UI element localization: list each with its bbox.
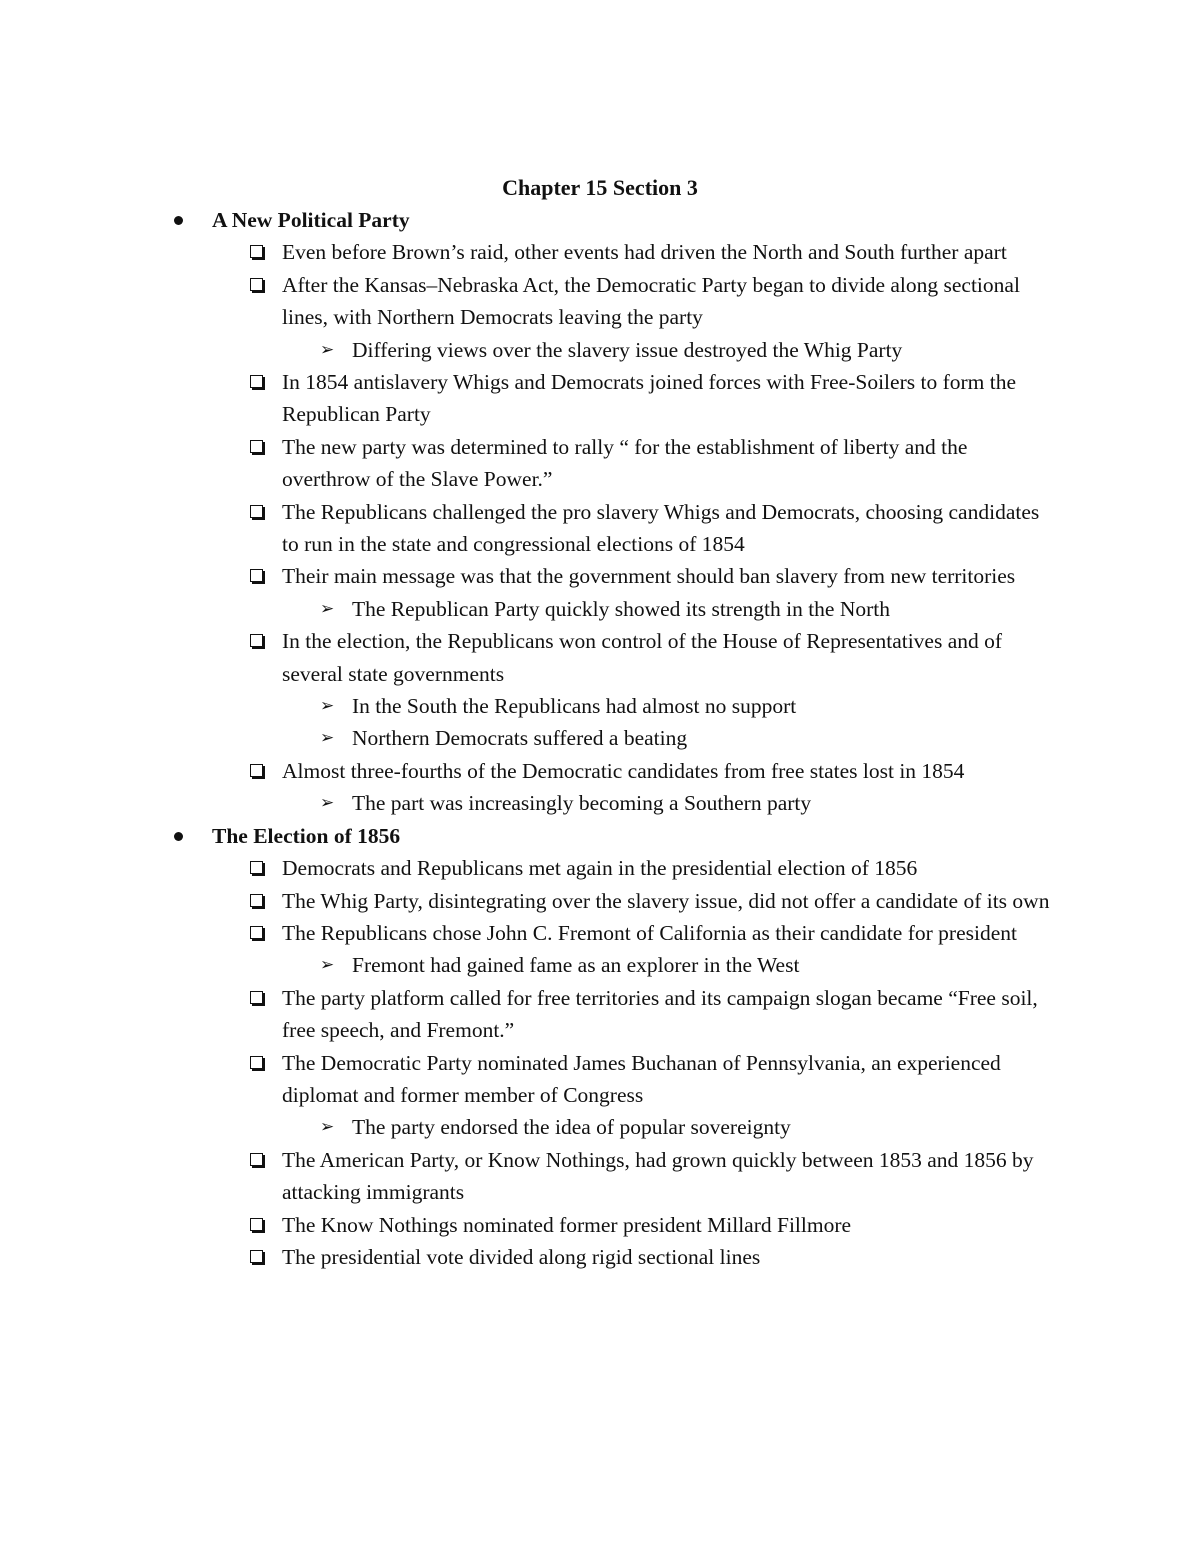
sub-item-text: Differing views over the slavery issue destroyed the Whig Party <box>352 337 903 362</box>
sub-item <box>0 787 1200 819</box>
checkbox-bullet-icon <box>250 375 263 388</box>
arrowhead-bullet-icon: ➢ <box>320 696 335 717</box>
checkbox-bullet-icon <box>250 1250 263 1263</box>
checkbox-bullet-icon <box>250 245 263 258</box>
list-item <box>0 625 1052 690</box>
section-heading-text: The Election of 1856 <box>212 823 401 848</box>
checkbox-bullet-icon <box>250 1153 263 1166</box>
list-item <box>0 496 1052 561</box>
list-item-text: Their main message was that the government should ban slavery from new territories <box>282 564 1016 589</box>
checkbox-bullet-icon <box>250 440 263 453</box>
arrowhead-bullet-icon: ➢ <box>320 955 335 976</box>
sub-item <box>0 690 1200 722</box>
sub-item-text: Fremont had gained fame as an explorer in the West <box>352 953 800 978</box>
checkbox-bullet-icon <box>250 569 263 582</box>
section-heading <box>0 820 1200 852</box>
checkbox-bullet-icon <box>250 861 263 874</box>
page-title: Chapter 15 Section 3 <box>502 175 698 200</box>
checkbox-bullet-icon <box>250 505 263 518</box>
checkbox-bullet-icon <box>250 634 263 647</box>
list-item <box>0 431 1052 496</box>
list-item <box>0 917 1052 949</box>
list-item <box>0 982 1052 1047</box>
arrowhead-bullet-icon: ➢ <box>320 598 335 619</box>
outline-section <box>0 204 1200 820</box>
section-heading-text: A New Political Party <box>212 208 410 232</box>
arrowhead-bullet-icon: ➢ <box>320 728 335 749</box>
list-item-text: After the Kansas–Nebraska Act, the Democratic Party began to divide along sectional lines, with Northern Democrats leaving the party <box>282 272 1020 330</box>
checkbox-bullet-icon <box>250 764 263 777</box>
sub-item-text: The part was increasingly becoming a Southern party <box>352 791 812 816</box>
list-item-text: The American Party, or Know Nothings, had grown quickly between 1853 and 1856 by attacking immigrants <box>282 1147 1034 1205</box>
list-item-text: The Whig Party, disintegrating over the slavery issue, did not offer a candidate of its own <box>282 888 1050 913</box>
list-item <box>0 1209 1052 1241</box>
checkbox-bullet-icon <box>250 1056 263 1069</box>
list-item <box>0 852 1052 884</box>
checkbox-bullet-icon <box>250 278 263 291</box>
list-item-text: The Republicans chose John C. Fremont of California as their candidate for president <box>282 920 1017 945</box>
list-item-text: The Republicans challenged the pro slavery Whigs and Democrats, choosing candidates to run in the state and congressional elections of 1854 <box>282 499 1040 557</box>
section-heading <box>0 204 1200 236</box>
list-item-text: In 1854 antislavery Whigs and Democrats joined forces with Free-Soilers to form the Republican Party <box>282 370 1017 427</box>
list-item <box>0 236 1052 268</box>
list-item-text: Democrats and Republicans met again in the presidential election of 1856 <box>282 856 918 881</box>
checkbox-bullet-icon <box>250 991 263 1004</box>
list-item <box>0 366 1052 431</box>
sub-item <box>0 593 1200 625</box>
list-item <box>0 1241 1052 1273</box>
arrowhead-bullet-icon: ➢ <box>320 339 335 360</box>
sub-item <box>0 722 1200 754</box>
sub-item-text: The party endorsed the idea of popular sovereignty <box>352 1115 791 1140</box>
arrowhead-bullet-icon: ➢ <box>320 793 335 814</box>
sub-item <box>0 1111 1200 1143</box>
checkbox-bullet-icon <box>250 926 263 939</box>
outline <box>0 204 1200 1273</box>
list-item <box>0 1047 1052 1112</box>
list-item-text: In the election, the Republicans won control of the House of Representatives and of several state governments <box>282 629 1003 686</box>
list-item-text: The Democratic Party nominated James Buchanan of Pennsylvania, an experienced diplomat and former member of Congress <box>282 1050 1001 1107</box>
list-item <box>0 1144 1052 1209</box>
list-item-text: Even before Brown’s raid, other events had driven the North and South further apart <box>282 240 1007 265</box>
list-item-text: The party platform called for free territories and its campaign slogan became “Free soil, free speech, and Fremont.” <box>282 985 1038 1043</box>
list-item-text: The presidential vote divided along rigid sectional lines <box>282 1244 761 1269</box>
sub-item-text: Northern Democrats suffered a beating <box>352 726 688 751</box>
bullet-dot-icon <box>174 216 183 225</box>
checkbox-bullet-icon <box>250 1218 263 1231</box>
checkbox-bullet-icon <box>250 894 263 907</box>
sub-item-text: The Republican Party quickly showed its strength in the North <box>352 596 891 621</box>
sub-item <box>0 334 1200 366</box>
list-item <box>0 560 1052 592</box>
list-item <box>0 755 1052 787</box>
list-item-text: The Know Nothings nominated former president Millard Fillmore <box>282 1212 852 1237</box>
bullet-dot-icon <box>174 832 183 841</box>
list-item-text: The new party was determined to rally “ for the establishment of liberty and the overthrow of the Slave Power.” <box>282 434 968 492</box>
sub-item <box>0 949 1200 981</box>
list-item-text: Almost three-fourths of the Democratic candidates from free states lost in 1854 <box>282 758 965 783</box>
sub-item-text: In the South the Republicans had almost no support <box>352 694 797 719</box>
list-item <box>0 269 1052 334</box>
arrowhead-bullet-icon: ➢ <box>320 1117 335 1138</box>
outline-section <box>0 820 1200 1274</box>
list-item <box>0 885 1052 917</box>
